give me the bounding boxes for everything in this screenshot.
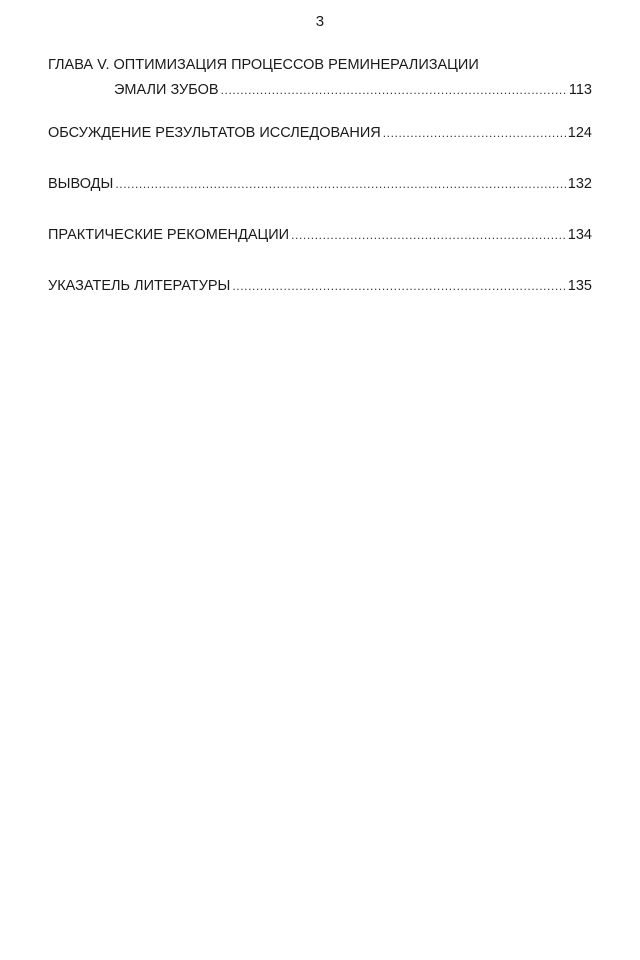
toc-entry-page: 132	[567, 176, 592, 192]
toc-entry-page: 134	[567, 227, 592, 243]
toc-entry-title: ОБСУЖДЕНИЕ РЕЗУЛЬТАТОВ ИССЛЕДОВАНИЯ	[48, 125, 381, 141]
toc-dot-leader	[115, 175, 565, 193]
toc-dot-leader	[383, 124, 566, 142]
toc-entry-title-continued: ЭМАЛИ ЗУБОВ	[114, 82, 219, 98]
toc-entry-title: ПРАКТИЧЕСКИЕ РЕКОМЕНДАЦИИ	[48, 227, 290, 243]
page-number: 3	[315, 13, 325, 30]
toc-entry-page: 113	[568, 82, 592, 98]
toc-entry-recommendations	[48, 226, 592, 244]
toc-entry-page: 135	[567, 278, 592, 294]
toc-entry-heading-line	[48, 56, 592, 74]
toc-dot-leader	[232, 277, 565, 295]
toc-entry-title: УКАЗАТЕЛЬ ЛИТЕРАТУРЫ	[48, 278, 231, 294]
table-of-contents	[48, 56, 592, 295]
toc-dot-leader	[221, 81, 567, 99]
toc-entry-page: 124	[567, 125, 592, 141]
toc-dot-leader	[291, 226, 566, 244]
toc-entry-bibliography	[48, 277, 592, 295]
toc-entry-discussion	[48, 124, 592, 142]
toc-entry-chapter-5	[48, 56, 592, 99]
toc-entry-title: ВЫВОДЫ	[48, 176, 114, 192]
toc-entry-conclusions	[48, 175, 592, 193]
toc-entry-continuation-line	[48, 81, 592, 99]
toc-entry-title: ГЛАВА V. ОПТИМИЗАЦИЯ ПРОЦЕССОВ РЕМИНЕРАЛИЗАЦИИ	[48, 57, 479, 73]
